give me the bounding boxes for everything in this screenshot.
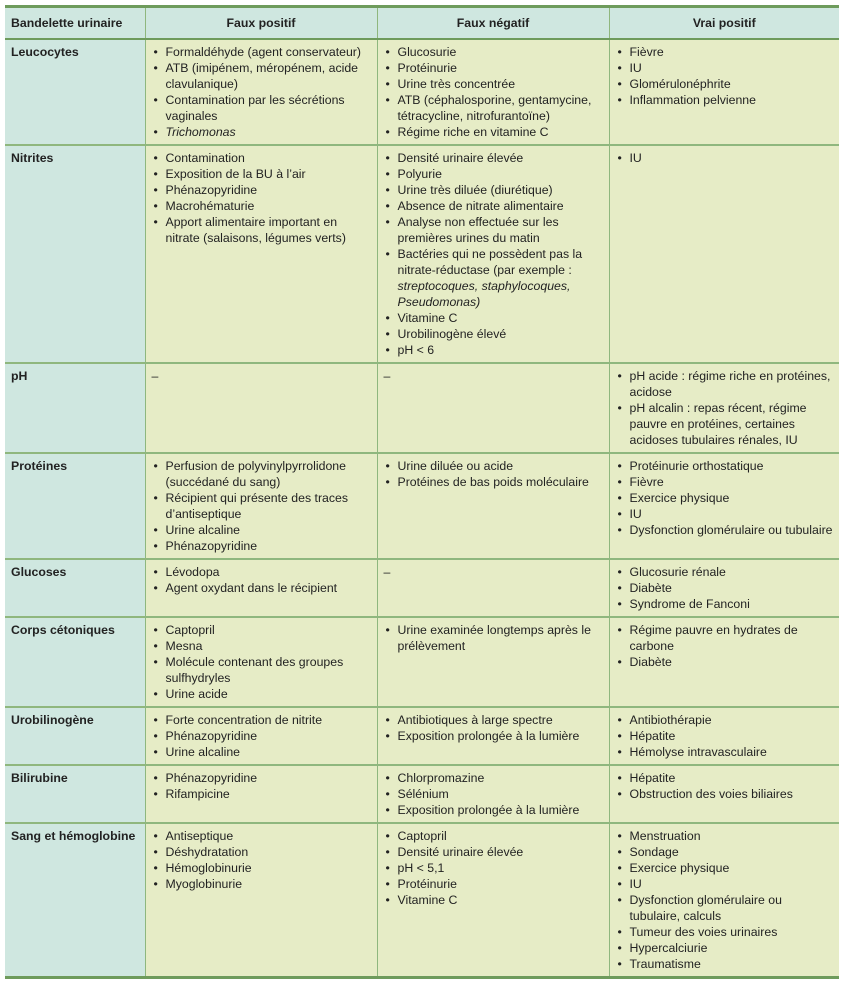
list-item: • Exposition de la BU à l’air bbox=[152, 166, 371, 182]
table-row bbox=[5, 363, 839, 453]
list-item: • Sondage bbox=[616, 844, 834, 860]
list-item: • Régime pauvre en hydrates de carbone bbox=[616, 622, 834, 654]
table-row bbox=[5, 145, 839, 363]
list-item: • pH acide : régime riche en protéines, acidose bbox=[616, 368, 834, 400]
cell-true-positive bbox=[609, 707, 839, 765]
list-item: • ATB (céphalosporine, gentamycine, tétracycline, nitrofurantoïne) bbox=[384, 92, 603, 124]
header-false-negative: Faux négatif bbox=[377, 7, 609, 40]
row-parameter-name: pH bbox=[5, 363, 145, 453]
list-item: • Diabète bbox=[616, 580, 834, 596]
list-item: • IU bbox=[616, 60, 834, 76]
bullet-list bbox=[616, 368, 834, 448]
list-item: • Phénazopyridine bbox=[152, 182, 371, 198]
list-item: • Molécule contenant des groupes sulfhydryles bbox=[152, 654, 371, 686]
list-item: • Hépatite bbox=[616, 770, 834, 786]
list-item: • Antibiotiques à large spectre bbox=[384, 712, 603, 728]
list-item: • Chlorpromazine bbox=[384, 770, 603, 786]
list-item: • Analyse non effectuée sur les premières urines du matin bbox=[384, 214, 603, 246]
list-item: • IU bbox=[616, 150, 834, 166]
list-item: • pH < 6 bbox=[384, 342, 603, 358]
list-item: • Exercice physique bbox=[616, 490, 834, 506]
list-item: • Contamination par les sécrétions vaginales bbox=[152, 92, 371, 124]
list-item: • Protéines de bas poids moléculaire bbox=[384, 474, 603, 490]
cell-true-positive bbox=[609, 559, 839, 617]
table-row bbox=[5, 559, 839, 617]
bullet-list bbox=[616, 44, 834, 108]
list-item: • Exposition prolongée à la lumière bbox=[384, 802, 603, 818]
list-item: • Protéinurie bbox=[384, 876, 603, 892]
list-item: • Antibiothérapie bbox=[616, 712, 834, 728]
bullet-list bbox=[616, 770, 834, 802]
list-item: • Diabète bbox=[616, 654, 834, 670]
list-item: • Dysfonction glomérulaire ou tubulaire bbox=[616, 522, 834, 538]
cell-false-negative bbox=[377, 617, 609, 707]
table-row bbox=[5, 39, 839, 145]
row-parameter-name: Bilirubine bbox=[5, 765, 145, 823]
list-item: • Polyurie bbox=[384, 166, 603, 182]
list-item: • Vitamine C bbox=[384, 892, 603, 908]
bullet-list bbox=[384, 828, 603, 908]
list-item: • Glomérulonéphrite bbox=[616, 76, 834, 92]
bullet-list bbox=[152, 150, 371, 246]
list-item: • Sélénium bbox=[384, 786, 603, 802]
table-row bbox=[5, 765, 839, 823]
list-item: • Mesna bbox=[152, 638, 371, 654]
list-item: • Rifampicine bbox=[152, 786, 371, 802]
empty-cell-dash: – bbox=[151, 369, 159, 383]
bandelette-urinaire-table bbox=[5, 5, 839, 979]
list-item: • Menstruation bbox=[616, 828, 834, 844]
list-item: • Phénazopyridine bbox=[152, 728, 371, 744]
cell-true-positive bbox=[609, 617, 839, 707]
list-item: • Fièvre bbox=[616, 44, 834, 60]
list-item: • Apport alimentaire important en nitrate (salaisons, légumes verts) bbox=[152, 214, 371, 246]
list-item: • Dysfonction glomérulaire ou tubulaire, calculs bbox=[616, 892, 834, 924]
bullet-list bbox=[384, 44, 603, 140]
list-item: • ATB (imipénem, méropénem, acide clavulanique) bbox=[152, 60, 371, 92]
bullet-list bbox=[616, 622, 834, 670]
list-item: • Forte concentration de nitrite bbox=[152, 712, 371, 728]
list-item: • Exercice physique bbox=[616, 860, 834, 876]
bullet-list bbox=[616, 712, 834, 760]
list-item: • Tumeur des voies urinaires bbox=[616, 924, 834, 940]
list-item: • Urine très concentrée bbox=[384, 76, 603, 92]
list-item: • Protéinurie bbox=[384, 60, 603, 76]
cell-true-positive bbox=[609, 363, 839, 453]
list-item: • Glucosurie bbox=[384, 44, 603, 60]
cell-false-negative bbox=[377, 39, 609, 145]
bandelette-table-container bbox=[5, 5, 839, 979]
header-false-positive: Faux positif bbox=[145, 7, 377, 40]
list-item: • Syndrome de Fanconi bbox=[616, 596, 834, 612]
row-parameter-name: Nitrites bbox=[5, 145, 145, 363]
list-item: • Traumatisme bbox=[616, 956, 834, 972]
cell-false-negative bbox=[377, 707, 609, 765]
list-item: • IU bbox=[616, 506, 834, 522]
list-item: • Urine alcaline bbox=[152, 522, 371, 538]
cell-true-positive bbox=[609, 823, 839, 978]
cell-false-negative bbox=[377, 559, 609, 617]
bullet-list bbox=[152, 458, 371, 554]
row-parameter-name: Corps cétoniques bbox=[5, 617, 145, 707]
row-parameter-name: Leucocytes bbox=[5, 39, 145, 145]
list-item: • Myoglobinurie bbox=[152, 876, 371, 892]
empty-cell-dash: – bbox=[383, 369, 391, 383]
cell-false-negative bbox=[377, 765, 609, 823]
bullet-list bbox=[152, 564, 371, 596]
cell-false-positive bbox=[145, 453, 377, 559]
cell-false-negative bbox=[377, 823, 609, 978]
list-item: • Déshydratation bbox=[152, 844, 371, 860]
list-item: • Obstruction des voies biliaires bbox=[616, 786, 834, 802]
list-item: • Macrohématurie bbox=[152, 198, 371, 214]
cell-false-positive bbox=[145, 707, 377, 765]
bullet-list bbox=[384, 712, 603, 744]
bullet-list bbox=[152, 622, 371, 702]
cell-true-positive bbox=[609, 453, 839, 559]
list-item: • Contamination bbox=[152, 150, 371, 166]
table-row bbox=[5, 823, 839, 978]
list-item: • Urine très diluée (diurétique) bbox=[384, 182, 603, 198]
list-item: • pH alcalin : repas récent, régime pauvre en protéines, certaines acidoses tubulaires rénales, IU bbox=[616, 400, 834, 448]
header-row bbox=[5, 7, 839, 40]
list-item: • Captopril bbox=[152, 622, 371, 638]
bullet-list bbox=[384, 770, 603, 818]
list-item: • Hépatite bbox=[616, 728, 834, 744]
bullet-list bbox=[152, 712, 371, 760]
cell-false-negative bbox=[377, 363, 609, 453]
bullet-list bbox=[384, 150, 603, 358]
list-item: • Formaldéhyde (agent conservateur) bbox=[152, 44, 371, 60]
cell-true-positive bbox=[609, 145, 839, 363]
list-item bbox=[384, 246, 603, 310]
cell-false-positive bbox=[145, 765, 377, 823]
list-item: • Absence de nitrate alimentaire bbox=[384, 198, 603, 214]
cell-false-positive bbox=[145, 145, 377, 363]
list-item: • Hémolyse intravasculaire bbox=[616, 744, 834, 760]
list-item: • Hémoglobinurie bbox=[152, 860, 371, 876]
header-true-positive: Vrai positif bbox=[609, 7, 839, 40]
list-item: • Vitamine C bbox=[384, 310, 603, 326]
cell-false-positive bbox=[145, 39, 377, 145]
list-item: • IU bbox=[616, 876, 834, 892]
list-item: • Captopril bbox=[384, 828, 603, 844]
bullet-list bbox=[616, 150, 834, 166]
cell-false-positive bbox=[145, 617, 377, 707]
list-item: • Urobilinogène élevé bbox=[384, 326, 603, 342]
cell-false-negative bbox=[377, 453, 609, 559]
row-parameter-name: Glucoses bbox=[5, 559, 145, 617]
cell-false-positive bbox=[145, 363, 377, 453]
table-row bbox=[5, 453, 839, 559]
list-item-italic-text: Trichomonas bbox=[165, 125, 236, 139]
list-item: • Inflammation pelvienne bbox=[616, 92, 834, 108]
empty-cell-dash: – bbox=[383, 565, 391, 579]
list-item: • Récipient qui présente des traces d’antiseptique bbox=[152, 490, 371, 522]
table-row bbox=[5, 707, 839, 765]
row-parameter-name: Protéines bbox=[5, 453, 145, 559]
table-row bbox=[5, 617, 839, 707]
cell-false-positive bbox=[145, 559, 377, 617]
header-parameter: Bandelette urinaire bbox=[5, 7, 145, 40]
bullet-list bbox=[152, 828, 371, 892]
list-item: • Antiseptique bbox=[152, 828, 371, 844]
bullet-list bbox=[384, 458, 603, 490]
bullet-list bbox=[616, 828, 834, 972]
list-item: • Phénazopyridine bbox=[152, 770, 371, 786]
list-item: • Densité urinaire élevée bbox=[384, 150, 603, 166]
list-item: • Hypercalciurie bbox=[616, 940, 834, 956]
list-item: • Glucosurie rénale bbox=[616, 564, 834, 580]
list-item-italic-text: streptocoques, staphylocoques, Pseudomonas) bbox=[397, 279, 571, 309]
cell-true-positive bbox=[609, 765, 839, 823]
list-item: • pH < 5,1 bbox=[384, 860, 603, 876]
list-item: • Protéinurie orthostatique bbox=[616, 458, 834, 474]
bullet-list bbox=[152, 770, 371, 802]
cell-true-positive bbox=[609, 39, 839, 145]
list-item: • Agent oxydant dans le récipient bbox=[152, 580, 371, 596]
list-item: • Régime riche en vitamine C bbox=[384, 124, 603, 140]
bullet-list bbox=[384, 622, 603, 654]
list-item: • Exposition prolongée à la lumière bbox=[384, 728, 603, 744]
list-item: • Fièvre bbox=[616, 474, 834, 490]
list-item bbox=[152, 124, 371, 140]
row-parameter-name: Sang et hémoglobine bbox=[5, 823, 145, 978]
list-item: • Urine diluée ou acide bbox=[384, 458, 603, 474]
bullet-list bbox=[616, 564, 834, 612]
list-item: • Urine examinée longtemps après le prélèvement bbox=[384, 622, 603, 654]
bullet-list bbox=[152, 44, 371, 140]
list-item: • Densité urinaire élevée bbox=[384, 844, 603, 860]
list-item: • Perfusion de polyvinylpyrrolidone (succédané du sang) bbox=[152, 458, 371, 490]
list-item: • Lévodopa bbox=[152, 564, 371, 580]
cell-false-negative bbox=[377, 145, 609, 363]
row-parameter-name: Urobilinogène bbox=[5, 707, 145, 765]
list-item: • Urine acide bbox=[152, 686, 371, 702]
bullet-list bbox=[616, 458, 834, 538]
list-item: • Phénazopyridine bbox=[152, 538, 371, 554]
list-item: • Urine alcaline bbox=[152, 744, 371, 760]
list-item-text: Bactéries qui ne possèdent pas la nitrate-réductase (par exemple : bbox=[397, 247, 583, 277]
cell-false-positive bbox=[145, 823, 377, 978]
